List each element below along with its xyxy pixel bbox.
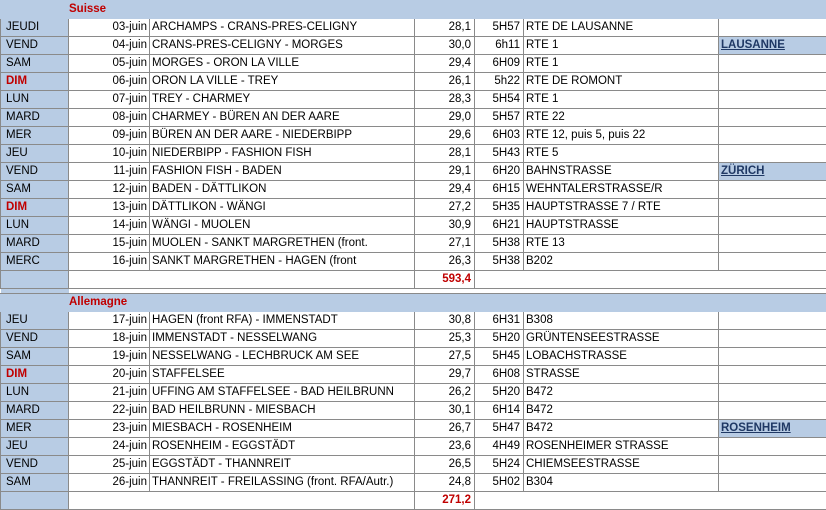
- time-cell[interactable]: 6H31: [475, 312, 524, 330]
- day-cell[interactable]: VEND: [1, 330, 69, 348]
- day-cell[interactable]: JEU: [1, 145, 69, 163]
- day-cell[interactable]: MER: [1, 420, 69, 438]
- day-cell[interactable]: SAM: [1, 55, 69, 73]
- total-row: [1, 271, 826, 289]
- time-cell[interactable]: 5H24: [475, 456, 524, 474]
- city-cell[interactable]: [719, 456, 826, 474]
- time-cell[interactable]: 6H03: [475, 127, 524, 145]
- route-cell[interactable]: ARCHAMPS - CRANS-PRES-CELIGNY: [150, 19, 415, 37]
- table-row: [1, 127, 826, 145]
- table-row: [1, 55, 826, 73]
- table-body: [1, 1, 826, 510]
- road-cell[interactable]: RTE DE LAUSANNE: [524, 19, 719, 37]
- day-cell[interactable]: MER: [1, 127, 69, 145]
- route-cell[interactable]: MIESBACH - ROSENHEIM: [150, 420, 415, 438]
- route-cell[interactable]: IMMENSTADT - NESSELWANG: [150, 330, 415, 348]
- date-cell[interactable]: 16-juin: [69, 253, 150, 271]
- route-cell[interactable]: NIEDERBIPP - FASHION FISH: [150, 145, 415, 163]
- route-cell[interactable]: BADEN - DÄTTLIKON: [150, 181, 415, 199]
- km-cell[interactable]: 27,5: [415, 348, 475, 366]
- date-cell[interactable]: 23-juin: [69, 420, 150, 438]
- time-cell[interactable]: 5H45: [475, 348, 524, 366]
- road-cell[interactable]: B308: [524, 312, 719, 330]
- time-cell[interactable]: 5H47: [475, 420, 524, 438]
- route-cell[interactable]: CRANS-PRES-CELIGNY - MORGES: [150, 37, 415, 55]
- date-cell[interactable]: 18-juin: [69, 330, 150, 348]
- city-cell[interactable]: [719, 91, 826, 109]
- road-cell[interactable]: CHIEMSEESTRASSE: [524, 456, 719, 474]
- day-cell[interactable]: LUN: [1, 217, 69, 235]
- time-cell[interactable]: 6H14: [475, 402, 524, 420]
- day-cell[interactable]: MERC: [1, 253, 69, 271]
- time-cell[interactable]: 5H57: [475, 19, 524, 37]
- day-cell[interactable]: SAM: [1, 474, 69, 492]
- route-cell[interactable]: ORON LA VILLE - TREY: [150, 73, 415, 91]
- total-day-cell[interactable]: [1, 492, 69, 510]
- table-row: [1, 235, 826, 253]
- road-cell[interactable]: LOBACHSTRASSE: [524, 348, 719, 366]
- time-cell[interactable]: 5H20: [475, 384, 524, 402]
- time-cell[interactable]: 6H08: [475, 366, 524, 384]
- road-cell[interactable]: RTE DE ROMONT: [524, 73, 719, 91]
- date-cell[interactable]: 19-juin: [69, 348, 150, 366]
- km-cell[interactable]: 26,7: [415, 420, 475, 438]
- total-blank-cell[interactable]: [69, 271, 415, 289]
- table-row: [1, 438, 826, 456]
- date-cell[interactable]: 07-juin: [69, 91, 150, 109]
- day-cell[interactable]: SAM: [1, 348, 69, 366]
- date-cell[interactable]: 14-juin: [69, 217, 150, 235]
- table-row: [1, 19, 826, 37]
- route-cell[interactable]: ROSENHEIM - EGGSTÄDT: [150, 438, 415, 456]
- date-cell[interactable]: 11-juin: [69, 163, 150, 181]
- road-cell[interactable]: RTE 5: [524, 145, 719, 163]
- km-cell[interactable]: 30,8: [415, 312, 475, 330]
- date-cell[interactable]: 09-juin: [69, 127, 150, 145]
- day-cell[interactable]: DIM: [1, 199, 69, 217]
- city-cell[interactable]: [719, 438, 826, 456]
- day-cell[interactable]: MARD: [1, 402, 69, 420]
- city-cell[interactable]: [719, 127, 826, 145]
- city-cell[interactable]: LAUSANNE: [719, 37, 826, 55]
- total-km-cell[interactable]: 593,4: [415, 271, 475, 289]
- km-cell[interactable]: 27,1: [415, 235, 475, 253]
- km-cell[interactable]: 29,6: [415, 127, 475, 145]
- total-blank-cell[interactable]: [69, 492, 415, 510]
- table-row: [1, 91, 826, 109]
- table-row: [1, 37, 826, 55]
- city-cell[interactable]: [719, 217, 826, 235]
- route-cell[interactable]: DÄTTLIKON - WÄNGI: [150, 199, 415, 217]
- date-cell[interactable]: 05-juin: [69, 55, 150, 73]
- km-cell[interactable]: 26,1: [415, 73, 475, 91]
- table-row: [1, 73, 826, 91]
- city-cell[interactable]: [719, 235, 826, 253]
- km-cell[interactable]: 29,7: [415, 366, 475, 384]
- date-cell[interactable]: 08-juin: [69, 109, 150, 127]
- date-cell[interactable]: 26-juin: [69, 474, 150, 492]
- km-cell[interactable]: 30,0: [415, 37, 475, 55]
- city-cell[interactable]: [719, 348, 826, 366]
- day-cell[interactable]: LUN: [1, 91, 69, 109]
- day-cell[interactable]: MARD: [1, 235, 69, 253]
- route-cell[interactable]: MORGES - ORON LA VILLE: [150, 55, 415, 73]
- table-row: [1, 181, 826, 199]
- road-cell[interactable]: RTE 1: [524, 55, 719, 73]
- day-cell[interactable]: VEND: [1, 37, 69, 55]
- road-cell[interactable]: ROSENHEIMER STRASSE: [524, 438, 719, 456]
- route-cell[interactable]: WÄNGI - MUOLEN: [150, 217, 415, 235]
- date-cell[interactable]: 20-juin: [69, 366, 150, 384]
- city-cell[interactable]: [719, 474, 826, 492]
- route-cell[interactable]: UFFING AM STAFFELSEE - BAD HEILBRUNN: [150, 384, 415, 402]
- km-cell[interactable]: 28,1: [415, 19, 475, 37]
- day-cell[interactable]: JEU: [1, 438, 69, 456]
- road-cell[interactable]: RTE 1: [524, 37, 719, 55]
- time-cell[interactable]: 5H38: [475, 253, 524, 271]
- date-cell[interactable]: 04-juin: [69, 37, 150, 55]
- table-row: [1, 145, 826, 163]
- city-cell[interactable]: [719, 253, 826, 271]
- city-cell[interactable]: [719, 384, 826, 402]
- route-cell[interactable]: THANNREIT - FREILASSING (front. RFA/Autr.): [150, 474, 415, 492]
- road-cell[interactable]: STRASSE: [524, 366, 719, 384]
- table-row: [1, 199, 826, 217]
- road-cell[interactable]: RTE 13: [524, 235, 719, 253]
- date-cell[interactable]: 06-juin: [69, 73, 150, 91]
- route-cell[interactable]: BÜREN AN DER AARE - NIEDERBIPP: [150, 127, 415, 145]
- section-title: Suisse: [1, 1, 826, 19]
- table-row: [1, 420, 826, 438]
- road-cell[interactable]: RTE 1: [524, 91, 719, 109]
- date-cell[interactable]: 24-juin: [69, 438, 150, 456]
- city-cell[interactable]: [719, 181, 826, 199]
- table-row: [1, 366, 826, 384]
- time-cell[interactable]: 5h22: [475, 73, 524, 91]
- table-row: [1, 348, 826, 366]
- date-cell[interactable]: 12-juin: [69, 181, 150, 199]
- total-blank-cell[interactable]: [475, 271, 826, 289]
- city-cell[interactable]: [719, 145, 826, 163]
- km-cell[interactable]: 29,1: [415, 163, 475, 181]
- km-cell[interactable]: 28,1: [415, 145, 475, 163]
- route-cell[interactable]: BAD HEILBRUNN - MIESBACH: [150, 402, 415, 420]
- time-cell[interactable]: 5H57: [475, 109, 524, 127]
- time-cell[interactable]: 6H21: [475, 217, 524, 235]
- time-cell[interactable]: 5H20: [475, 330, 524, 348]
- road-cell[interactable]: BAHNSTRASSE: [524, 163, 719, 181]
- city-cell[interactable]: [719, 109, 826, 127]
- day-cell[interactable]: DIM: [1, 366, 69, 384]
- day-cell[interactable]: SAM: [1, 181, 69, 199]
- road-cell[interactable]: RTE 22: [524, 109, 719, 127]
- time-cell[interactable]: 5H35: [475, 199, 524, 217]
- route-cell[interactable]: SANKT MARGRETHEN - HAGEN (front: [150, 253, 415, 271]
- km-cell[interactable]: 24,8: [415, 474, 475, 492]
- road-cell[interactable]: B304: [524, 474, 719, 492]
- date-cell[interactable]: 17-juin: [69, 312, 150, 330]
- table-row: [1, 402, 826, 420]
- date-cell[interactable]: 25-juin: [69, 456, 150, 474]
- day-cell[interactable]: DIM: [1, 73, 69, 91]
- day-cell[interactable]: MARD: [1, 109, 69, 127]
- date-cell[interactable]: 21-juin: [69, 384, 150, 402]
- date-cell[interactable]: 10-juin: [69, 145, 150, 163]
- table-row: [1, 312, 826, 330]
- day-cell[interactable]: VEND: [1, 456, 69, 474]
- day-cell[interactable]: JEU: [1, 312, 69, 330]
- city-cell[interactable]: [719, 402, 826, 420]
- road-cell[interactable]: B472: [524, 402, 719, 420]
- route-cell[interactable]: STAFFELSEE: [150, 366, 415, 384]
- km-cell[interactable]: 29,4: [415, 55, 475, 73]
- road-cell[interactable]: B202: [524, 253, 719, 271]
- date-cell[interactable]: 15-juin: [69, 235, 150, 253]
- day-cell[interactable]: VEND: [1, 163, 69, 181]
- time-cell[interactable]: 6H20: [475, 163, 524, 181]
- day-cell[interactable]: JEUDI: [1, 19, 69, 37]
- total-km-cell[interactable]: 271,2: [415, 492, 475, 510]
- city-cell[interactable]: ZÜRICH: [719, 163, 826, 181]
- route-cell[interactable]: FASHION FISH - BADEN: [150, 163, 415, 181]
- road-cell[interactable]: RTE 12, puis 5, puis 22: [524, 127, 719, 145]
- city-cell[interactable]: [719, 19, 826, 37]
- km-cell[interactable]: 26,3: [415, 253, 475, 271]
- km-cell[interactable]: 30,9: [415, 217, 475, 235]
- km-cell[interactable]: 23,6: [415, 438, 475, 456]
- total-blank-cell[interactable]: [475, 492, 826, 510]
- city-cell[interactable]: ROSENHEIM: [719, 420, 826, 438]
- city-cell[interactable]: [719, 55, 826, 73]
- time-cell[interactable]: 5H54: [475, 91, 524, 109]
- table-row: [1, 163, 826, 181]
- day-cell[interactable]: LUN: [1, 384, 69, 402]
- city-cell[interactable]: [719, 199, 826, 217]
- section-title: Allemagne: [1, 294, 826, 312]
- table-row: [1, 217, 826, 235]
- date-cell[interactable]: 22-juin: [69, 402, 150, 420]
- km-cell[interactable]: 27,2: [415, 199, 475, 217]
- city-cell[interactable]: [719, 366, 826, 384]
- table-row: [1, 330, 826, 348]
- total-row: [1, 492, 826, 510]
- table-row: [1, 384, 826, 402]
- route-cell[interactable]: MUOLEN - SANKT MARGRETHEN (front.: [150, 235, 415, 253]
- time-cell[interactable]: 5H38: [475, 235, 524, 253]
- city-cell[interactable]: [719, 312, 826, 330]
- total-day-cell[interactable]: [1, 271, 69, 289]
- time-cell[interactable]: 6H09: [475, 55, 524, 73]
- road-cell[interactable]: WEHNTALERSTRASSE/R: [524, 181, 719, 199]
- table-row: [1, 456, 826, 474]
- road-cell[interactable]: B472: [524, 420, 719, 438]
- km-cell[interactable]: 30,1: [415, 402, 475, 420]
- km-cell[interactable]: 29,0: [415, 109, 475, 127]
- route-cell[interactable]: HAGEN (front RFA) - IMMENSTADT: [150, 312, 415, 330]
- time-cell[interactable]: 6h11: [475, 37, 524, 55]
- section-header-row: [1, 294, 826, 312]
- city-cell[interactable]: [719, 73, 826, 91]
- time-cell[interactable]: 5H02: [475, 474, 524, 492]
- km-cell[interactable]: 26,5: [415, 456, 475, 474]
- date-cell[interactable]: 03-juin: [69, 19, 150, 37]
- route-cell[interactable]: TREY - CHARMEY: [150, 91, 415, 109]
- time-cell[interactable]: 4H49: [475, 438, 524, 456]
- road-cell[interactable]: HAUPTSTRASSE: [524, 217, 719, 235]
- table-row: [1, 474, 826, 492]
- date-cell[interactable]: 13-juin: [69, 199, 150, 217]
- route-cell[interactable]: NESSELWANG - LECHBRUCK AM SEE: [150, 348, 415, 366]
- route-cell[interactable]: EGGSTÄDT - THANNREIT: [150, 456, 415, 474]
- road-cell[interactable]: HAUPTSTRASSE 7 / RTE: [524, 199, 719, 217]
- route-cell[interactable]: CHARMEY - BÜREN AN DER AARE: [150, 109, 415, 127]
- table-row: [1, 109, 826, 127]
- time-cell[interactable]: 6H15: [475, 181, 524, 199]
- km-cell[interactable]: 25,3: [415, 330, 475, 348]
- time-cell[interactable]: 5H43: [475, 145, 524, 163]
- table-row: [1, 253, 826, 271]
- km-cell[interactable]: 28,3: [415, 91, 475, 109]
- city-cell[interactable]: [719, 330, 826, 348]
- km-cell[interactable]: 29,4: [415, 181, 475, 199]
- road-cell[interactable]: GRÜNTENSEESTRASSE: [524, 330, 719, 348]
- road-cell[interactable]: B472: [524, 384, 719, 402]
- km-cell[interactable]: 26,2: [415, 384, 475, 402]
- section-header-row: [1, 1, 826, 19]
